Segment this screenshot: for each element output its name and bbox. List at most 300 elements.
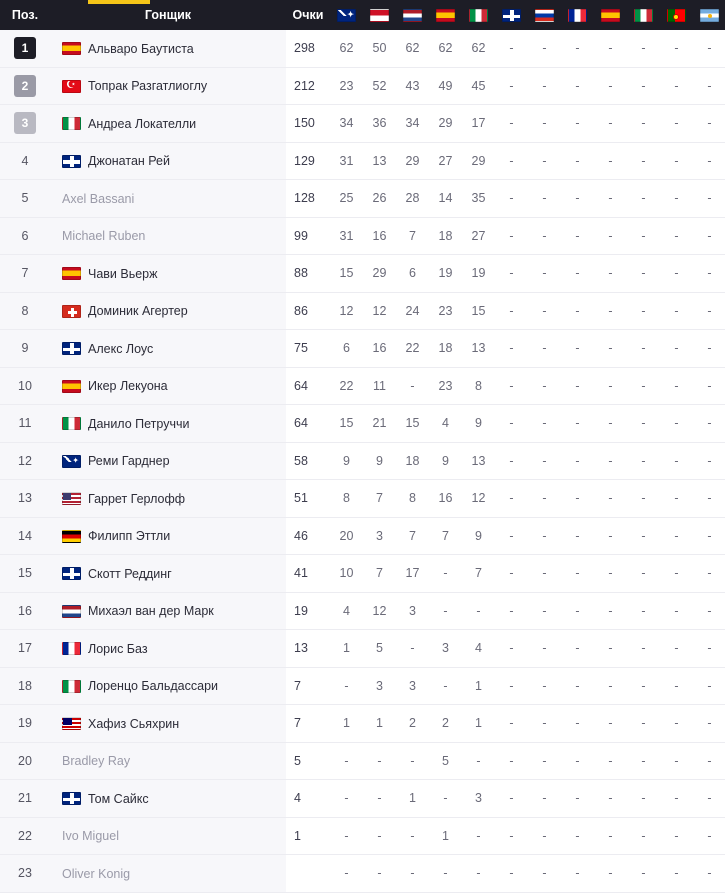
row-round-9: -	[594, 705, 627, 743]
row-round-11: -	[660, 142, 693, 180]
position-number: 16	[18, 603, 32, 618]
row-round-3: 22	[396, 330, 429, 368]
row-round-4: 49	[429, 67, 462, 105]
row-round-12: -	[693, 105, 725, 143]
row-points: 129	[286, 142, 330, 180]
row-rider[interactable]	[50, 105, 286, 143]
column-header-round-9[interactable]	[594, 0, 627, 30]
rider-name: Хафиз Сьяхрин	[88, 716, 180, 731]
row-rider[interactable]	[50, 442, 286, 480]
row-rider[interactable]	[50, 742, 286, 780]
row-round-8: -	[561, 442, 594, 480]
row-position	[0, 555, 50, 593]
row-round-7: -	[528, 217, 561, 255]
row-round-1: 23	[330, 67, 363, 105]
row-round-11: -	[660, 442, 693, 480]
row-round-2: 29	[363, 255, 396, 293]
table-row[interactable]	[0, 742, 725, 780]
position-number: 10	[18, 378, 32, 393]
rider-name: Чави Вьерж	[88, 266, 158, 281]
row-points: 4	[286, 780, 330, 818]
row-points: 64	[286, 405, 330, 443]
row-round-5: -	[462, 592, 495, 630]
flag-es-icon	[62, 380, 81, 393]
row-round-12: -	[693, 667, 725, 705]
row-round-3: 24	[396, 292, 429, 330]
row-round-7: -	[528, 67, 561, 105]
table-row[interactable]	[0, 555, 725, 593]
accent-bar	[88, 0, 150, 4]
row-round-6: -	[495, 780, 528, 818]
row-rider[interactable]	[50, 180, 286, 218]
row-round-4: -	[429, 780, 462, 818]
row-round-9: -	[594, 480, 627, 518]
row-position	[0, 742, 50, 780]
row-round-8: -	[561, 817, 594, 855]
row-round-11: -	[660, 217, 693, 255]
row-round-7: -	[528, 592, 561, 630]
row-round-4: 1	[429, 817, 462, 855]
column-header-round-8[interactable]	[561, 0, 594, 30]
row-round-6: -	[495, 667, 528, 705]
column-header-round-3[interactable]	[396, 0, 429, 30]
row-round-2: 1	[363, 705, 396, 743]
column-header-position[interactable]: Поз.	[0, 0, 50, 30]
row-round-1: 20	[330, 517, 363, 555]
row-round-11: -	[660, 630, 693, 668]
row-rider[interactable]	[50, 592, 286, 630]
column-header-points[interactable]: Очки	[286, 0, 330, 30]
row-round-5: 3	[462, 780, 495, 818]
row-round-10: -	[627, 480, 660, 518]
row-round-10: -	[627, 105, 660, 143]
row-round-5: 35	[462, 180, 495, 218]
row-round-10: -	[627, 592, 660, 630]
row-round-8: -	[561, 255, 594, 293]
row-round-2: 5	[363, 630, 396, 668]
row-round-5: 17	[462, 105, 495, 143]
position-number: 19	[18, 716, 32, 731]
row-round-12: -	[693, 630, 725, 668]
row-round-6: -	[495, 517, 528, 555]
row-round-9: -	[594, 442, 627, 480]
row-round-4: -	[429, 555, 462, 593]
row-round-12: -	[693, 180, 725, 218]
position-number: 18	[18, 678, 32, 693]
row-round-10: -	[627, 292, 660, 330]
row-round-11: -	[660, 67, 693, 105]
position-number: 22	[18, 828, 32, 843]
row-round-5: 12	[462, 480, 495, 518]
row-round-12: -	[693, 592, 725, 630]
flag-it-icon	[62, 417, 81, 430]
row-points: 88	[286, 255, 330, 293]
row-round-4: -	[429, 667, 462, 705]
row-round-5: 7	[462, 555, 495, 593]
row-round-2: 9	[363, 442, 396, 480]
row-round-11: -	[660, 30, 693, 67]
row-round-1: 62	[330, 30, 363, 67]
row-rider[interactable]	[50, 405, 286, 443]
row-round-4: -	[429, 592, 462, 630]
rider-name: Доминик Агертер	[88, 304, 188, 319]
row-round-3: 7	[396, 217, 429, 255]
rider-name: Джонатан Рей	[88, 154, 170, 169]
row-round-2: 16	[363, 217, 396, 255]
row-round-1: 8	[330, 480, 363, 518]
row-round-5: 27	[462, 217, 495, 255]
row-round-10: -	[627, 855, 660, 893]
row-round-9: -	[594, 405, 627, 443]
row-round-8: -	[561, 105, 594, 143]
row-round-10: -	[627, 817, 660, 855]
row-round-6: -	[495, 255, 528, 293]
row-position	[0, 255, 50, 293]
row-round-9: -	[594, 217, 627, 255]
row-round-9: -	[594, 742, 627, 780]
row-round-8: -	[561, 855, 594, 893]
row-rider[interactable]	[50, 780, 286, 818]
row-round-9: -	[594, 817, 627, 855]
row-round-1: -	[330, 855, 363, 893]
row-points: 150	[286, 105, 330, 143]
row-round-9: -	[594, 630, 627, 668]
row-round-8: -	[561, 780, 594, 818]
table-row[interactable]	[0, 255, 725, 293]
rider-name: Bradley Ray	[62, 754, 131, 769]
row-round-3: 29	[396, 142, 429, 180]
position-number: 8	[21, 303, 29, 318]
table-row[interactable]	[0, 292, 725, 330]
flag-es-icon	[62, 42, 81, 55]
row-round-10: -	[627, 630, 660, 668]
row-round-9: -	[594, 855, 627, 893]
row-round-1: 1	[330, 705, 363, 743]
flag-it-icon	[469, 9, 488, 22]
row-round-6: -	[495, 630, 528, 668]
row-round-7: -	[528, 405, 561, 443]
position-number: 20	[18, 753, 32, 768]
row-round-11: -	[660, 517, 693, 555]
table-row[interactable]	[0, 667, 725, 705]
row-points: 13	[286, 630, 330, 668]
row-round-4: 3	[429, 630, 462, 668]
row-round-8: -	[561, 555, 594, 593]
row-round-5: 4	[462, 630, 495, 668]
row-round-9: -	[594, 592, 627, 630]
column-header-rider[interactable]: Гонщик	[50, 0, 286, 30]
flag-fr-icon	[568, 9, 587, 22]
row-round-11: -	[660, 855, 693, 893]
column-header-round-11[interactable]	[660, 0, 693, 30]
row-points: 46	[286, 517, 330, 555]
row-round-4: 23	[429, 292, 462, 330]
row-round-6: -	[495, 405, 528, 443]
row-round-12: -	[693, 30, 725, 67]
flag-gb-icon	[62, 792, 81, 805]
row-round-8: -	[561, 180, 594, 218]
table-row[interactable]	[0, 105, 725, 143]
row-round-4: 7	[429, 517, 462, 555]
row-round-1: -	[330, 742, 363, 780]
medal-badge-bronze: 3	[14, 112, 36, 134]
column-header-round-12[interactable]	[693, 0, 725, 30]
row-round-1: 31	[330, 142, 363, 180]
row-round-2: 7	[363, 480, 396, 518]
row-round-12: -	[693, 367, 725, 405]
table-row[interactable]	[0, 705, 725, 743]
row-round-3: 3	[396, 667, 429, 705]
row-points: 51	[286, 480, 330, 518]
row-round-2: 21	[363, 405, 396, 443]
rider-name: Лоренцо Бальдассари	[88, 679, 218, 694]
row-round-12: -	[693, 742, 725, 780]
row-position	[0, 180, 50, 218]
table-row[interactable]	[0, 592, 725, 630]
flag-my-icon	[62, 717, 81, 730]
row-points: 41	[286, 555, 330, 593]
table-row[interactable]	[0, 405, 725, 443]
row-round-11: -	[660, 480, 693, 518]
row-round-3: -	[396, 367, 429, 405]
flag-ru-icon	[535, 9, 554, 22]
row-round-11: -	[660, 105, 693, 143]
row-round-6: -	[495, 142, 528, 180]
row-round-4: 16	[429, 480, 462, 518]
row-round-11: -	[660, 180, 693, 218]
flag-es-icon	[62, 267, 81, 280]
flag-us-icon	[62, 492, 81, 505]
row-round-2: -	[363, 855, 396, 893]
rider-name: Том Сайкс	[88, 791, 149, 806]
row-round-11: -	[660, 705, 693, 743]
row-rider[interactable]	[50, 705, 286, 743]
row-round-10: -	[627, 555, 660, 593]
row-rider[interactable]	[50, 292, 286, 330]
row-round-1: 1	[330, 630, 363, 668]
column-header-round-10[interactable]	[627, 0, 660, 30]
row-rider[interactable]	[50, 67, 286, 105]
flag-ch-icon	[62, 305, 81, 318]
row-position	[0, 705, 50, 743]
row-position	[0, 367, 50, 405]
rider-name: Ivo Miguel	[62, 829, 119, 844]
table-row[interactable]	[0, 855, 725, 893]
table-row[interactable]	[0, 780, 725, 818]
row-round-9: -	[594, 367, 627, 405]
row-round-11: -	[660, 780, 693, 818]
position-number: 12	[18, 453, 32, 468]
table-row[interactable]	[0, 142, 725, 180]
row-round-6: -	[495, 817, 528, 855]
row-round-3: 2	[396, 705, 429, 743]
row-round-10: -	[627, 442, 660, 480]
rider-name: Oliver Konig	[62, 866, 131, 881]
row-round-3: 3	[396, 592, 429, 630]
row-round-6: -	[495, 330, 528, 368]
table-row[interactable]	[0, 442, 725, 480]
row-round-7: -	[528, 30, 561, 67]
table-row[interactable]	[0, 217, 725, 255]
position-number: 15	[18, 566, 32, 581]
row-round-6: -	[495, 292, 528, 330]
row-round-4: 4	[429, 405, 462, 443]
row-round-7: -	[528, 517, 561, 555]
position-number: 23	[18, 866, 32, 881]
row-rider[interactable]	[50, 517, 286, 555]
row-points: 58	[286, 442, 330, 480]
position-number: 21	[18, 791, 32, 806]
row-round-12: -	[693, 217, 725, 255]
row-rider[interactable]	[50, 480, 286, 518]
medal-badge-silver: 2	[14, 75, 36, 97]
table-row[interactable]	[0, 67, 725, 105]
table-row[interactable]	[0, 30, 725, 67]
rider-name: Алекс Лоус	[88, 341, 154, 356]
rider-name: Michael Ruben	[62, 229, 146, 244]
row-rider[interactable]	[50, 855, 286, 893]
position-number: 7	[21, 266, 29, 281]
table-row[interactable]	[0, 630, 725, 668]
table-row[interactable]	[0, 367, 725, 405]
row-round-5: 1	[462, 667, 495, 705]
table-row[interactable]	[0, 330, 725, 368]
row-round-2: 3	[363, 667, 396, 705]
row-round-7: -	[528, 367, 561, 405]
column-header-round-4[interactable]	[429, 0, 462, 30]
row-round-8: -	[561, 292, 594, 330]
row-round-6: -	[495, 217, 528, 255]
row-round-2: 3	[363, 517, 396, 555]
row-round-8: -	[561, 592, 594, 630]
row-position	[0, 217, 50, 255]
row-round-1: 34	[330, 105, 363, 143]
row-position	[0, 405, 50, 443]
row-points: 7	[286, 667, 330, 705]
medal-badge-gold: 1	[14, 37, 36, 59]
rider-name: Лорис Баз	[88, 641, 148, 656]
row-round-11: -	[660, 742, 693, 780]
row-round-1: -	[330, 667, 363, 705]
row-position	[0, 592, 50, 630]
rider-name: Реми Гарднер	[88, 454, 170, 469]
row-position	[0, 667, 50, 705]
position-number: 17	[18, 641, 32, 656]
row-round-5: 15	[462, 292, 495, 330]
row-round-12: -	[693, 442, 725, 480]
row-round-9: -	[594, 292, 627, 330]
position-number: 9	[21, 341, 29, 356]
table-row[interactable]	[0, 480, 725, 518]
row-round-5: -	[462, 817, 495, 855]
row-round-5: 19	[462, 255, 495, 293]
flag-id-icon	[370, 9, 389, 22]
row-round-10: -	[627, 742, 660, 780]
row-rider[interactable]	[50, 217, 286, 255]
row-rider[interactable]	[50, 255, 286, 293]
row-round-10: -	[627, 255, 660, 293]
row-round-1: -	[330, 817, 363, 855]
flag-pt-icon	[667, 9, 686, 22]
row-round-1: 22	[330, 367, 363, 405]
flag-tr-icon	[62, 80, 81, 93]
row-round-12: -	[693, 480, 725, 518]
flag-nl-icon	[62, 605, 81, 618]
row-round-8: -	[561, 480, 594, 518]
row-rider[interactable]	[50, 330, 286, 368]
row-round-12: -	[693, 330, 725, 368]
row-round-7: -	[528, 442, 561, 480]
column-header-round-5[interactable]	[462, 0, 495, 30]
row-round-9: -	[594, 67, 627, 105]
row-round-5: 9	[462, 405, 495, 443]
row-rider[interactable]	[50, 817, 286, 855]
row-round-9: -	[594, 780, 627, 818]
flag-nl-icon	[403, 9, 422, 22]
row-round-11: -	[660, 592, 693, 630]
rider-name: Скотт Реддинг	[88, 566, 172, 581]
flag-au-icon	[62, 455, 81, 468]
row-points: 7	[286, 705, 330, 743]
row-round-7: -	[528, 292, 561, 330]
row-round-3: 8	[396, 480, 429, 518]
table-row[interactable]	[0, 817, 725, 855]
row-round-12: -	[693, 142, 725, 180]
table-row[interactable]	[0, 517, 725, 555]
column-header-round-7[interactable]	[528, 0, 561, 30]
row-rider[interactable]	[50, 667, 286, 705]
row-points: 64	[286, 367, 330, 405]
row-round-2: 52	[363, 67, 396, 105]
row-rider[interactable]	[50, 367, 286, 405]
table-row[interactable]	[0, 180, 725, 218]
row-round-11: -	[660, 255, 693, 293]
column-header-round-1[interactable]	[330, 0, 363, 30]
column-header-round-2[interactable]	[363, 0, 396, 30]
row-round-10: -	[627, 405, 660, 443]
row-round-4: -	[429, 855, 462, 893]
row-round-11: -	[660, 667, 693, 705]
row-rider[interactable]	[50, 555, 286, 593]
row-round-4: 29	[429, 105, 462, 143]
row-points: 75	[286, 330, 330, 368]
row-round-11: -	[660, 292, 693, 330]
row-round-7: -	[528, 105, 561, 143]
row-round-6: -	[495, 742, 528, 780]
row-round-2: 26	[363, 180, 396, 218]
row-rider[interactable]	[50, 30, 286, 67]
row-rider[interactable]	[50, 630, 286, 668]
row-round-3: -	[396, 742, 429, 780]
row-round-10: -	[627, 67, 660, 105]
row-round-6: -	[495, 480, 528, 518]
row-round-7: -	[528, 330, 561, 368]
position-number: 6	[21, 228, 29, 243]
row-round-9: -	[594, 105, 627, 143]
column-header-round-6[interactable]	[495, 0, 528, 30]
row-points: 5	[286, 742, 330, 780]
row-position	[0, 630, 50, 668]
row-round-4: 5	[429, 742, 462, 780]
row-position	[0, 30, 50, 67]
row-rider[interactable]	[50, 142, 286, 180]
row-points: 99	[286, 217, 330, 255]
row-round-3: 34	[396, 105, 429, 143]
row-round-12: -	[693, 555, 725, 593]
row-round-5: 29	[462, 142, 495, 180]
row-position	[0, 480, 50, 518]
row-round-7: -	[528, 855, 561, 893]
